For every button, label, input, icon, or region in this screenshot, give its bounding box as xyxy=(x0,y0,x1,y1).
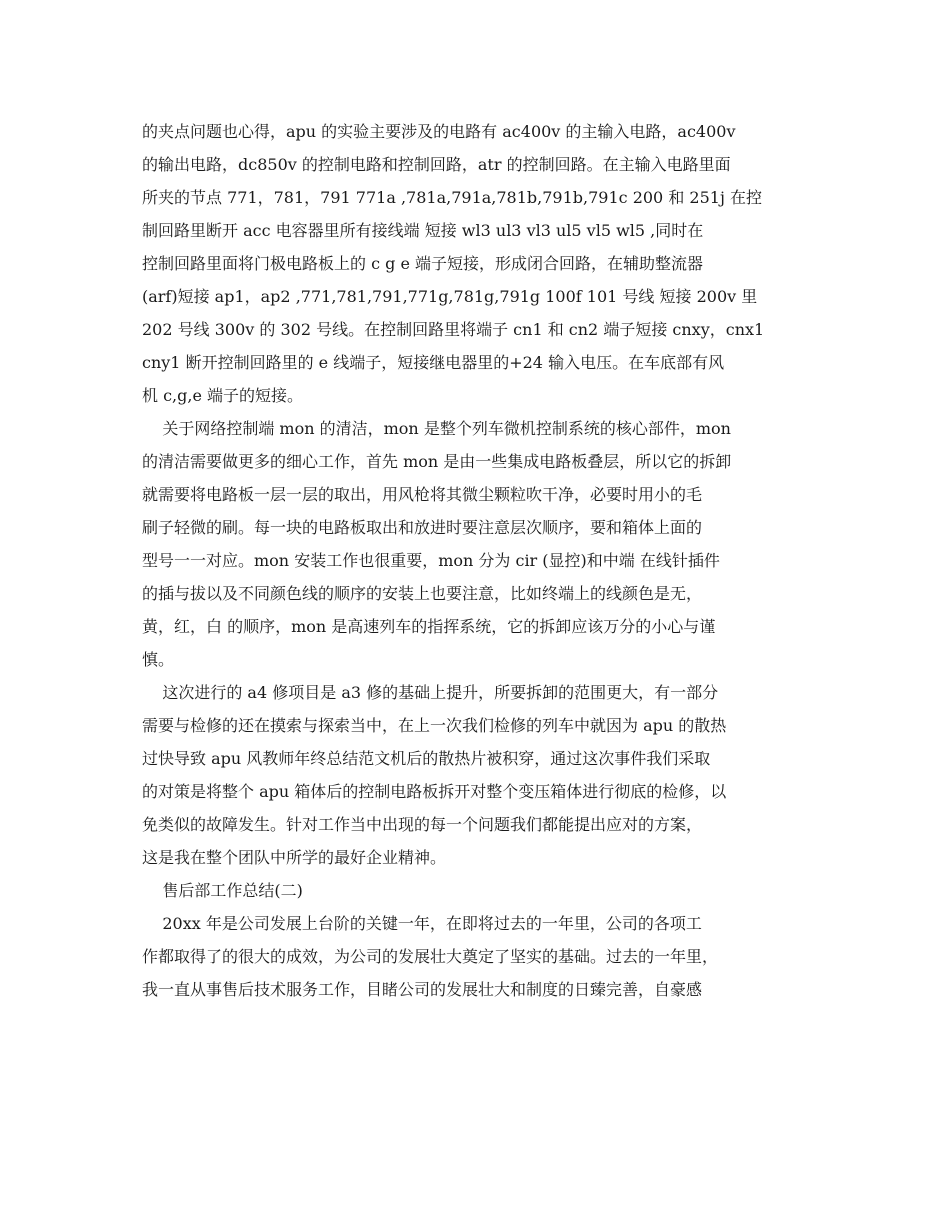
text-line: 所夹的节点 771，781，791 771a ,781a,791a,781b,791b,791c 200 和 251j 在控 xyxy=(142,188,762,207)
text-line: 这次进行的 a4 修项目是 a3 修的基础上提升，所要拆卸的范围更大，有一部分 xyxy=(142,683,719,702)
text-line: 控制回路里面将门极电路板上的 c g e 端子短接，形成闭合回路，在辅助整流器 xyxy=(142,254,704,273)
text-line: 过快导致 apu 风教师年终总结范文机后的散热片被积穿，通过这次事件我们采取 xyxy=(142,749,711,768)
text-line: 机 c,g,e 端子的短接。 xyxy=(142,386,304,405)
text-line: 的插与拔以及不同颜色线的顺序的安装上也要注意，比如终端上的线颜色是无， xyxy=(142,584,703,603)
paragraph-after-sales-intro xyxy=(142,907,810,1006)
text-line: 我一直从事售后技术服务工作，目睹公司的发展壮大和制度的日臻完善，自豪感 xyxy=(142,980,703,999)
text-line: 202 号线 300v 的 302 号线。在控制回路里将端子 cn1 和 cn2 端子短接 cnxy，cnx1 xyxy=(142,320,765,339)
section-heading-text: 售后部工作总结(二) xyxy=(142,881,303,900)
paragraph-apu-circuits xyxy=(142,115,810,412)
text-line: 的夹点问题也心得，apu 的实验主要涉及的电路有 ac400v 的主输入电路，ac400v xyxy=(142,122,736,141)
text-line: 需要与检修的还在摸索与探索当中，在上一次我们检修的列车中就因为 apu 的散热 xyxy=(142,716,727,735)
text-line: 的清洁需要做更多的细心工作，首先 mon 是由一些集成电路板叠层，所以它的拆卸 xyxy=(142,452,732,471)
text-line: (arf)短接 ap1，ap2 ,771,781,791,771g,781g,791g 100f 101 号线 短接 200v 里 xyxy=(142,287,758,306)
text-line: 免类似的故障发生。针对工作当中出现的每一个问题我们都能提出应对的方案， xyxy=(142,815,703,834)
text-line: 关于网络控制端 mon 的清洁，mon 是整个列车微机控制系统的核心部件，mon xyxy=(142,419,731,438)
text-line: 就需要将电路板一层一层的取出，用风枪将其微尘颗粒吹干净，必要时用小的毛 xyxy=(142,485,703,504)
section-heading xyxy=(142,874,810,907)
paragraph-a4-repair xyxy=(142,676,810,874)
text-line: 的对策是将整个 apu 箱体后的控制电路板拆开对整个变压箱体进行彻底的检修，以 xyxy=(142,782,727,801)
text-line: 型号一一对应。mon 安装工作也很重要，mon 分为 cir (显控)和中端 在线针插件 xyxy=(142,551,720,570)
text-line: 作都取得了的很大的成效，为公司的发展壮大奠定了坚实的基础。过去的一年里， xyxy=(142,947,719,966)
text-line: cny1 断开控制回路里的 e 线端子，短接继电器里的+24 输入电压。在车底部有风 xyxy=(142,353,725,372)
text-line: 制回路里断开 acc 电容器里所有接线端 短接 wl3 ul3 vl3 ul5 vl5 wl5 ,同时在 xyxy=(142,221,704,240)
text-line: 20xx 年是公司发展上台阶的关键一年，在即将过去的一年里，公司的各项工 xyxy=(142,914,702,933)
paragraph-mon-cleaning xyxy=(142,412,810,676)
text-line: 刷子轻微的刷。每一块的电路板取出和放进时要注意层次顺序，要和箱体上面的 xyxy=(142,518,703,537)
text-line: 的输出电路，dc850v 的控制电路和控制回路，atr 的控制回路。在主输入电路里面 xyxy=(142,155,731,174)
text-line: 这是我在整个团队中所学的最好企业精神。 xyxy=(142,848,447,867)
document-body xyxy=(142,115,810,1006)
text-line: 慎。 xyxy=(142,650,175,669)
text-line: 黄，红，白 的顺序，mon 是高速列车的指挥系统，它的拆卸应该万分的小心与谨 xyxy=(142,617,716,636)
